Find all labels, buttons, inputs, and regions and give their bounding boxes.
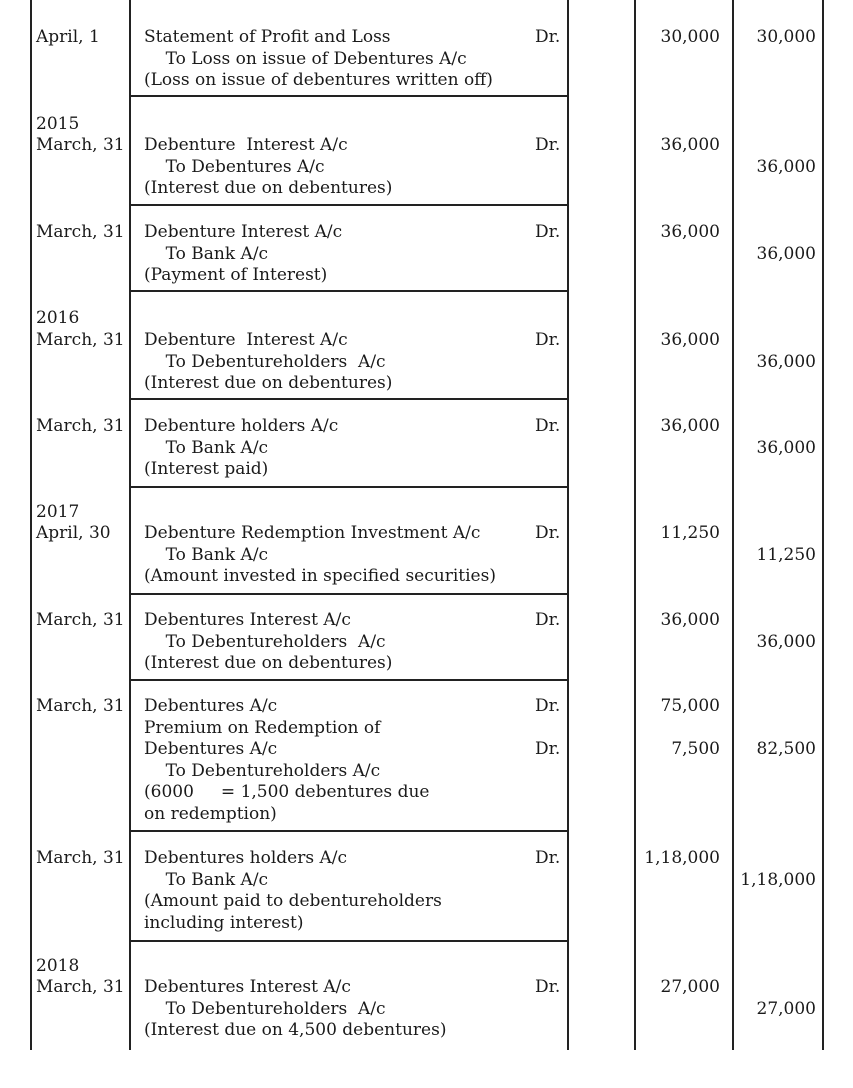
particulars-line: Premium on Redemption of <box>144 717 381 738</box>
dr-marker: Dr. <box>535 739 561 759</box>
entry-separator <box>130 486 568 488</box>
particulars-column-divider <box>567 0 569 1050</box>
debit-amount: 1,18,000 <box>644 848 720 868</box>
entry-date: April, 1 <box>36 27 100 47</box>
debit-amount: 36,000 <box>660 416 720 436</box>
debit-amount: 36,000 <box>660 222 720 242</box>
dr-marker: Dr. <box>535 416 561 436</box>
particulars-line: To Debentureholders A/c <box>144 760 381 781</box>
dr-marker: Dr. <box>535 27 561 47</box>
debit-amount: 36,000 <box>660 135 720 155</box>
entry-separator <box>130 398 568 400</box>
credit-amount: 30,000 <box>756 27 816 47</box>
entry-separator <box>130 830 568 832</box>
particulars-line: (Payment of Interest) <box>144 265 328 285</box>
entry-date: March, 31 <box>36 696 125 716</box>
entry-separator <box>130 593 568 595</box>
particulars-line: To Bank A/c <box>144 544 269 565</box>
particulars-line: (Amount invested in specified securities) <box>144 566 496 586</box>
entry-year: 2017 <box>36 502 80 522</box>
particulars-line: To Bank A/c <box>144 437 269 458</box>
entry-separator <box>130 940 568 942</box>
entry-date: March, 31 <box>36 222 125 242</box>
particulars-line: Statement of Profit and Loss <box>144 27 391 47</box>
entry-date: April, 30 <box>36 523 111 543</box>
dr-marker: Dr. <box>535 222 561 242</box>
entry-date: March, 31 <box>36 848 125 868</box>
particulars-line: (Interest due on debentures) <box>144 178 393 198</box>
entry-year: 2016 <box>36 308 80 328</box>
entry-date: March, 31 <box>36 330 125 350</box>
particulars-line: Debentures Interest A/c <box>144 977 351 997</box>
dr-marker: Dr. <box>535 848 561 868</box>
credit-amount: 36,000 <box>756 351 816 372</box>
entry-date: March, 31 <box>36 416 125 436</box>
particulars-line: (Loss on issue of debentures written off) <box>144 70 493 90</box>
particulars-line: (6000 = 1,500 debentures due <box>144 782 430 802</box>
particulars-line: To Bank A/c <box>144 869 269 890</box>
particulars-line: Debenture Interest A/c <box>144 135 348 155</box>
dr-marker: Dr. <box>535 523 561 543</box>
particulars-line: To Bank A/c <box>144 243 269 264</box>
credit-amount: 27,000 <box>756 998 816 1019</box>
particulars-line: on redemption) <box>144 803 277 824</box>
particulars-line: Debentures Interest A/c <box>144 610 351 630</box>
debit-amount: 7,500 <box>671 739 720 759</box>
particulars-line: (Interest due on 4,500 debentures) <box>144 1020 447 1040</box>
dr-marker: Dr. <box>535 696 561 716</box>
date-column-divider <box>129 0 131 1050</box>
debit-amount: 11,250 <box>660 523 720 543</box>
dr-marker: Dr. <box>535 330 561 350</box>
debit-amount: 27,000 <box>660 977 720 997</box>
entry-year: 2018 <box>36 956 80 976</box>
entry-date: March, 31 <box>36 610 125 630</box>
credit-amount: 36,000 <box>756 156 816 177</box>
entry-separator <box>130 95 568 97</box>
dr-marker: Dr. <box>535 610 561 630</box>
dr-marker: Dr. <box>535 977 561 997</box>
particulars-line: (Interest paid) <box>144 459 269 479</box>
dr-marker: Dr. <box>535 135 561 155</box>
entry-year: 2015 <box>36 114 80 134</box>
credit-amount: 36,000 <box>756 243 816 264</box>
debit-amount: 36,000 <box>660 330 720 350</box>
particulars-line: (Interest due on debentures) <box>144 373 393 393</box>
particulars-line: To Debentureholders A/c <box>144 351 386 372</box>
particulars-line: (Amount paid to debentureholders <box>144 891 442 911</box>
particulars-line: To Loss on issue of Debentures A/c <box>144 48 467 69</box>
particulars-line: Debentures A/c <box>144 696 278 716</box>
particulars-line: Debenture Redemption Investment A/c <box>144 523 481 543</box>
particulars-line: Debentures holders A/c <box>144 848 348 868</box>
entry-date: March, 31 <box>36 977 125 997</box>
debit-amount: 75,000 <box>660 696 720 716</box>
credit-amount: 36,000 <box>756 631 816 652</box>
credit-amount: 82,500 <box>756 739 816 759</box>
particulars-line: (Interest due on debentures) <box>144 653 393 673</box>
particulars-line: To Debentureholders A/c <box>144 631 386 652</box>
entry-date: March, 31 <box>36 135 125 155</box>
entry-separator <box>130 204 568 206</box>
entry-separator <box>130 290 568 292</box>
debit-amount: 30,000 <box>660 27 720 47</box>
credit-amount: 36,000 <box>756 437 816 458</box>
left-border <box>30 0 32 1050</box>
debit-amount: 36,000 <box>660 610 720 630</box>
credit-amount: 11,250 <box>756 544 816 565</box>
particulars-line: To Debentureholders A/c <box>144 998 386 1019</box>
particulars-line: Debenture holders A/c <box>144 416 339 436</box>
particulars-line: Debentures A/c <box>144 739 278 759</box>
particulars-line: Debenture Interest A/c <box>144 222 343 242</box>
particulars-line: including interest) <box>144 912 304 933</box>
particulars-line: To Debentures A/c <box>144 156 325 177</box>
right-border <box>822 0 824 1050</box>
particulars-line: Debenture Interest A/c <box>144 330 348 350</box>
entry-separator <box>130 679 568 681</box>
credit-amount: 1,18,000 <box>740 869 816 890</box>
